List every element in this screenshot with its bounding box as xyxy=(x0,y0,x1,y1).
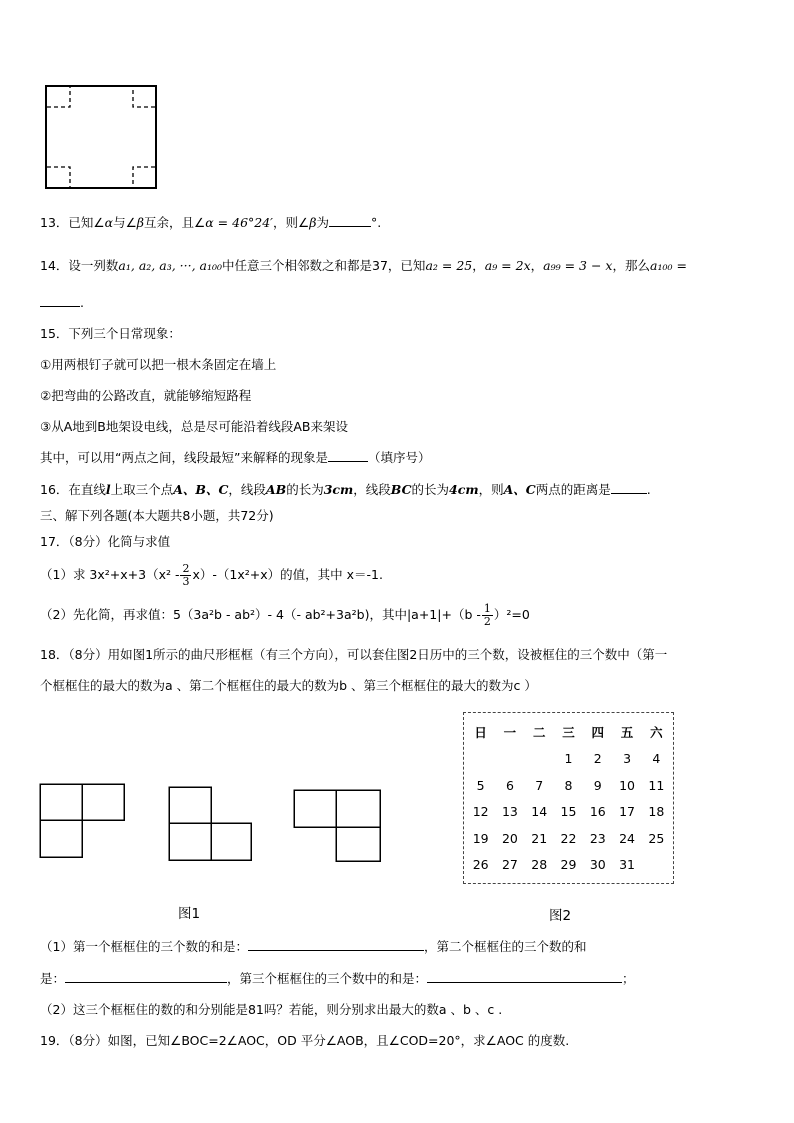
calendar-day-cell: 6 xyxy=(505,777,514,793)
calendar-weekday-4: 四 xyxy=(591,725,605,741)
q15-header: 15．下列三个日常现象： xyxy=(40,326,181,341)
q13-alpha-2: α xyxy=(205,215,214,230)
q18-sub-2: （2）这三个框框住的数的和分别能是81吗？若能，则分别求出最大的数a 、b 、c . xyxy=(40,1002,503,1017)
q17-p1-b: x）-（1x²+x）的值，其中 x＝-1. xyxy=(192,567,383,582)
square-corner-figure xyxy=(0,0,794,200)
calendar-week-row xyxy=(466,772,671,799)
q13-beta: β xyxy=(136,215,145,230)
q13-alpha: α xyxy=(104,215,114,230)
calendar-day-cell: 18 xyxy=(648,804,665,820)
calendar-week-row xyxy=(466,825,671,852)
calendar-header-row xyxy=(466,719,671,746)
calendar-day-cell: 15 xyxy=(560,804,577,820)
calendar-day-cell: 19 xyxy=(472,830,489,846)
calendar-day-cell: 16 xyxy=(589,804,606,820)
q16-text-g: ，则 xyxy=(478,482,504,497)
calendar-day-cell: 13 xyxy=(501,804,518,820)
question-13 xyxy=(40,213,381,231)
q14-text-c: ，那么 xyxy=(612,258,650,273)
calendar-weekday-5: 五 xyxy=(620,725,634,741)
figure-1-frames xyxy=(0,780,400,900)
q13-number: 13． xyxy=(40,215,69,230)
calendar-day-cell: 27 xyxy=(501,857,518,873)
calendar-weekday-0: 日 xyxy=(474,725,487,741)
question-14: 14．设一列数a₁, a₂, a₃, ···, a₁₀₀中任意三个相邻数之和都是37，已知a₂ = 25，a₉ = 2x，a₉₉ = 3 − x，那么a₁₀₀ = xyxy=(40,258,687,273)
q16-ac: A、C xyxy=(503,482,536,497)
calendar-day-cell: 5 xyxy=(476,777,485,793)
q15-item-1: ①用两根钉子就可以把一根木条固定在墙上 xyxy=(40,357,277,372)
calendar-day-cell xyxy=(495,746,524,773)
calendar-day-cell: 2 xyxy=(593,751,602,767)
calendar-day-cell: 24 xyxy=(619,830,635,846)
q16-number: 16． xyxy=(40,482,69,497)
q15-tail-a: 其中，可以用“两点之间，线段最短”来解释的现象是 xyxy=(40,450,328,465)
q18-sub1-b: ，第二个框框住的三个数的和 xyxy=(423,939,587,954)
q14-sequence: a₁, a₂, a₃, ···, a₁₀₀ xyxy=(118,258,223,273)
q17-p1-a: （1）求 3x²+x+3（x² - xyxy=(40,567,180,582)
figure-1-caption: 图1 xyxy=(178,906,201,922)
q14-cond-1: a₂ = 25 xyxy=(425,258,473,273)
calendar-day-cell: 30 xyxy=(589,857,606,873)
q16-end: . xyxy=(646,482,651,497)
q14-end: . xyxy=(80,295,84,310)
calendar-day-cell: 28 xyxy=(531,857,548,873)
q16-value-2: 4cm xyxy=(449,482,479,497)
calendar-day-cell: 3 xyxy=(623,751,632,767)
q17-p2-fraction xyxy=(482,603,493,628)
q17-p2-b: ）²=0 xyxy=(493,607,530,622)
calendar-day-cell: 10 xyxy=(619,777,635,793)
q17-header: 17．（8分）化简与求值 xyxy=(40,534,171,549)
q13-text-e: 为 xyxy=(316,215,329,230)
calendar-day-cell: 7 xyxy=(535,777,544,793)
q17-p2-frac-den: 2 xyxy=(483,615,491,628)
question-19: 19．（8分）如图，已知∠BOC=2∠AOC，OD 平分∠AOB，且∠COD=20°，求∠AOC 的度数. xyxy=(40,1033,570,1048)
q17-p1-fraction xyxy=(180,563,191,588)
q15-tail-b: （填序号） xyxy=(367,450,431,465)
calendar-week-row xyxy=(466,852,671,879)
q16-answer-blank[interactable] xyxy=(611,481,647,494)
calendar-weekday-6: 六 xyxy=(650,725,663,741)
q18-sub1-a: （1）第一个框框住的三个数的和是： xyxy=(40,939,248,954)
q13-text-c: 互余，且∠ xyxy=(144,215,206,230)
q14-text-b: 中任意三个相邻数之和都是37，已知 xyxy=(222,258,426,273)
calendar-day-cell: 17 xyxy=(619,804,635,820)
calendar-day-cell: 9 xyxy=(593,777,602,793)
q18-blank-2[interactable] xyxy=(65,970,227,983)
q17-p2-frac-num: 1 xyxy=(483,602,491,615)
calendar-day-cell: 25 xyxy=(648,830,665,846)
q16-ab: AB xyxy=(265,482,287,497)
calendar-weekday-3: 三 xyxy=(562,725,575,741)
q18-sub-1-line-2 xyxy=(40,969,635,987)
q18-blank-3[interactable] xyxy=(427,970,622,983)
q16-text-f: 的长为 xyxy=(411,482,450,497)
q16-points: A、B、C xyxy=(173,482,229,497)
q18-blank-1[interactable] xyxy=(248,938,424,951)
calendar-day-cell: 11 xyxy=(648,777,665,793)
q13-text-f: °. xyxy=(371,215,382,230)
q18-line-2: 个框框住的最大的数为a 、第二个框框住的最大的数为b 、第三个框框住的最大的数为c ） xyxy=(40,678,537,693)
q14-cond-3: a₉₉ = 3 − x xyxy=(543,258,613,273)
q14-cond-2: a₉ = 2x xyxy=(484,258,531,273)
figure-2-caption: 图2 xyxy=(549,908,572,924)
q16-bc: BC xyxy=(390,482,412,497)
calendar-day-cell xyxy=(525,746,554,773)
q18-line-1: 18．（8分）用如图1所示的曲尺形框框（有三个方向），可以套住图2日历中的三个数，设被框住的三个数中（第一 xyxy=(40,647,668,662)
q13-text-a: 已知∠ xyxy=(68,215,105,230)
calendar-day-cell: 31 xyxy=(619,857,635,873)
q15-answer-blank[interactable] xyxy=(328,449,368,462)
q14-target: a₁₀₀ = xyxy=(650,258,687,273)
calendar-day-cell: 4 xyxy=(652,751,661,767)
q18-sub1-d: ，第三个框框住的三个数中的和是： xyxy=(227,971,428,986)
q13-answer-blank[interactable] xyxy=(329,214,371,227)
calendar-week-row xyxy=(466,799,671,826)
calendar-day-cell: 22 xyxy=(560,830,577,846)
q17-part-2 xyxy=(40,603,530,628)
calendar-weekday-2: 二 xyxy=(532,725,546,741)
calendar-day-cell: 21 xyxy=(531,830,548,846)
q13-beta-2: β xyxy=(309,215,317,230)
q16-line-l: l xyxy=(105,482,111,497)
q13-text-b: 与∠ xyxy=(113,215,137,230)
calendar-day-cell xyxy=(466,746,495,773)
calendar-day-cell: 29 xyxy=(560,857,577,873)
q17-p2-a: （2）先化简，再求值：5（3a²b - ab²）- 4（- ab²+3a²b)，其中|a+1|+（b - xyxy=(40,607,481,622)
q16-text-d: 的长为 xyxy=(286,482,324,497)
figure-2-calendar xyxy=(463,712,674,884)
calendar-day-cell: 1 xyxy=(564,751,573,767)
q17-p1-frac-den: 3 xyxy=(182,575,190,588)
q14-number: 14． xyxy=(40,258,69,273)
calendar-day-cell: 8 xyxy=(564,777,573,793)
q13-equation: = 46°24′ xyxy=(213,215,274,230)
q13-text-d: ，则∠ xyxy=(273,215,310,230)
q15-tail xyxy=(40,448,430,466)
calendar-day-cell: 23 xyxy=(589,830,606,846)
q14-text-a: 设一列数 xyxy=(68,258,119,273)
calendar-week-row xyxy=(466,746,671,773)
calendar-day-cell: 26 xyxy=(472,857,489,873)
q16-text-c: ，线段 xyxy=(228,482,266,497)
q16-text-h: 两点的距离是 xyxy=(535,482,611,497)
calendar-day-cell xyxy=(642,852,671,879)
q18-sub1-c: 是： xyxy=(40,971,66,986)
section-3-heading: 三、解下列各题(本大题共8小题，共72分) xyxy=(40,508,274,523)
q16-value-1: 3cm xyxy=(323,482,354,497)
calendar-weekday-1: 一 xyxy=(503,725,517,741)
q17-part-1 xyxy=(40,563,383,588)
q14-answer-blank[interactable] xyxy=(40,294,80,307)
q15-item-3: ③从A地到B地架设电线，总是尽可能沿着线段AB来架设 xyxy=(40,419,348,434)
q14-answer-line xyxy=(40,294,84,310)
calendar-day-cell: 20 xyxy=(501,830,518,846)
q16-text-a: 在直线 xyxy=(68,482,106,497)
calendar-table xyxy=(466,719,671,878)
calendar-day-cell: 12 xyxy=(472,804,489,820)
q17-p1-frac-num: 2 xyxy=(182,562,190,575)
question-16 xyxy=(40,480,651,498)
q15-item-2: ②把弯曲的公路改直，就能够缩短路程 xyxy=(40,388,252,403)
calendar-day-cell: 14 xyxy=(531,804,548,820)
q18-sub1-e: ； xyxy=(622,971,635,986)
q16-text-b: 上取三个点 xyxy=(110,482,174,497)
q16-text-e: ，线段 xyxy=(353,482,391,497)
q18-sub-1-line-1 xyxy=(40,937,586,955)
